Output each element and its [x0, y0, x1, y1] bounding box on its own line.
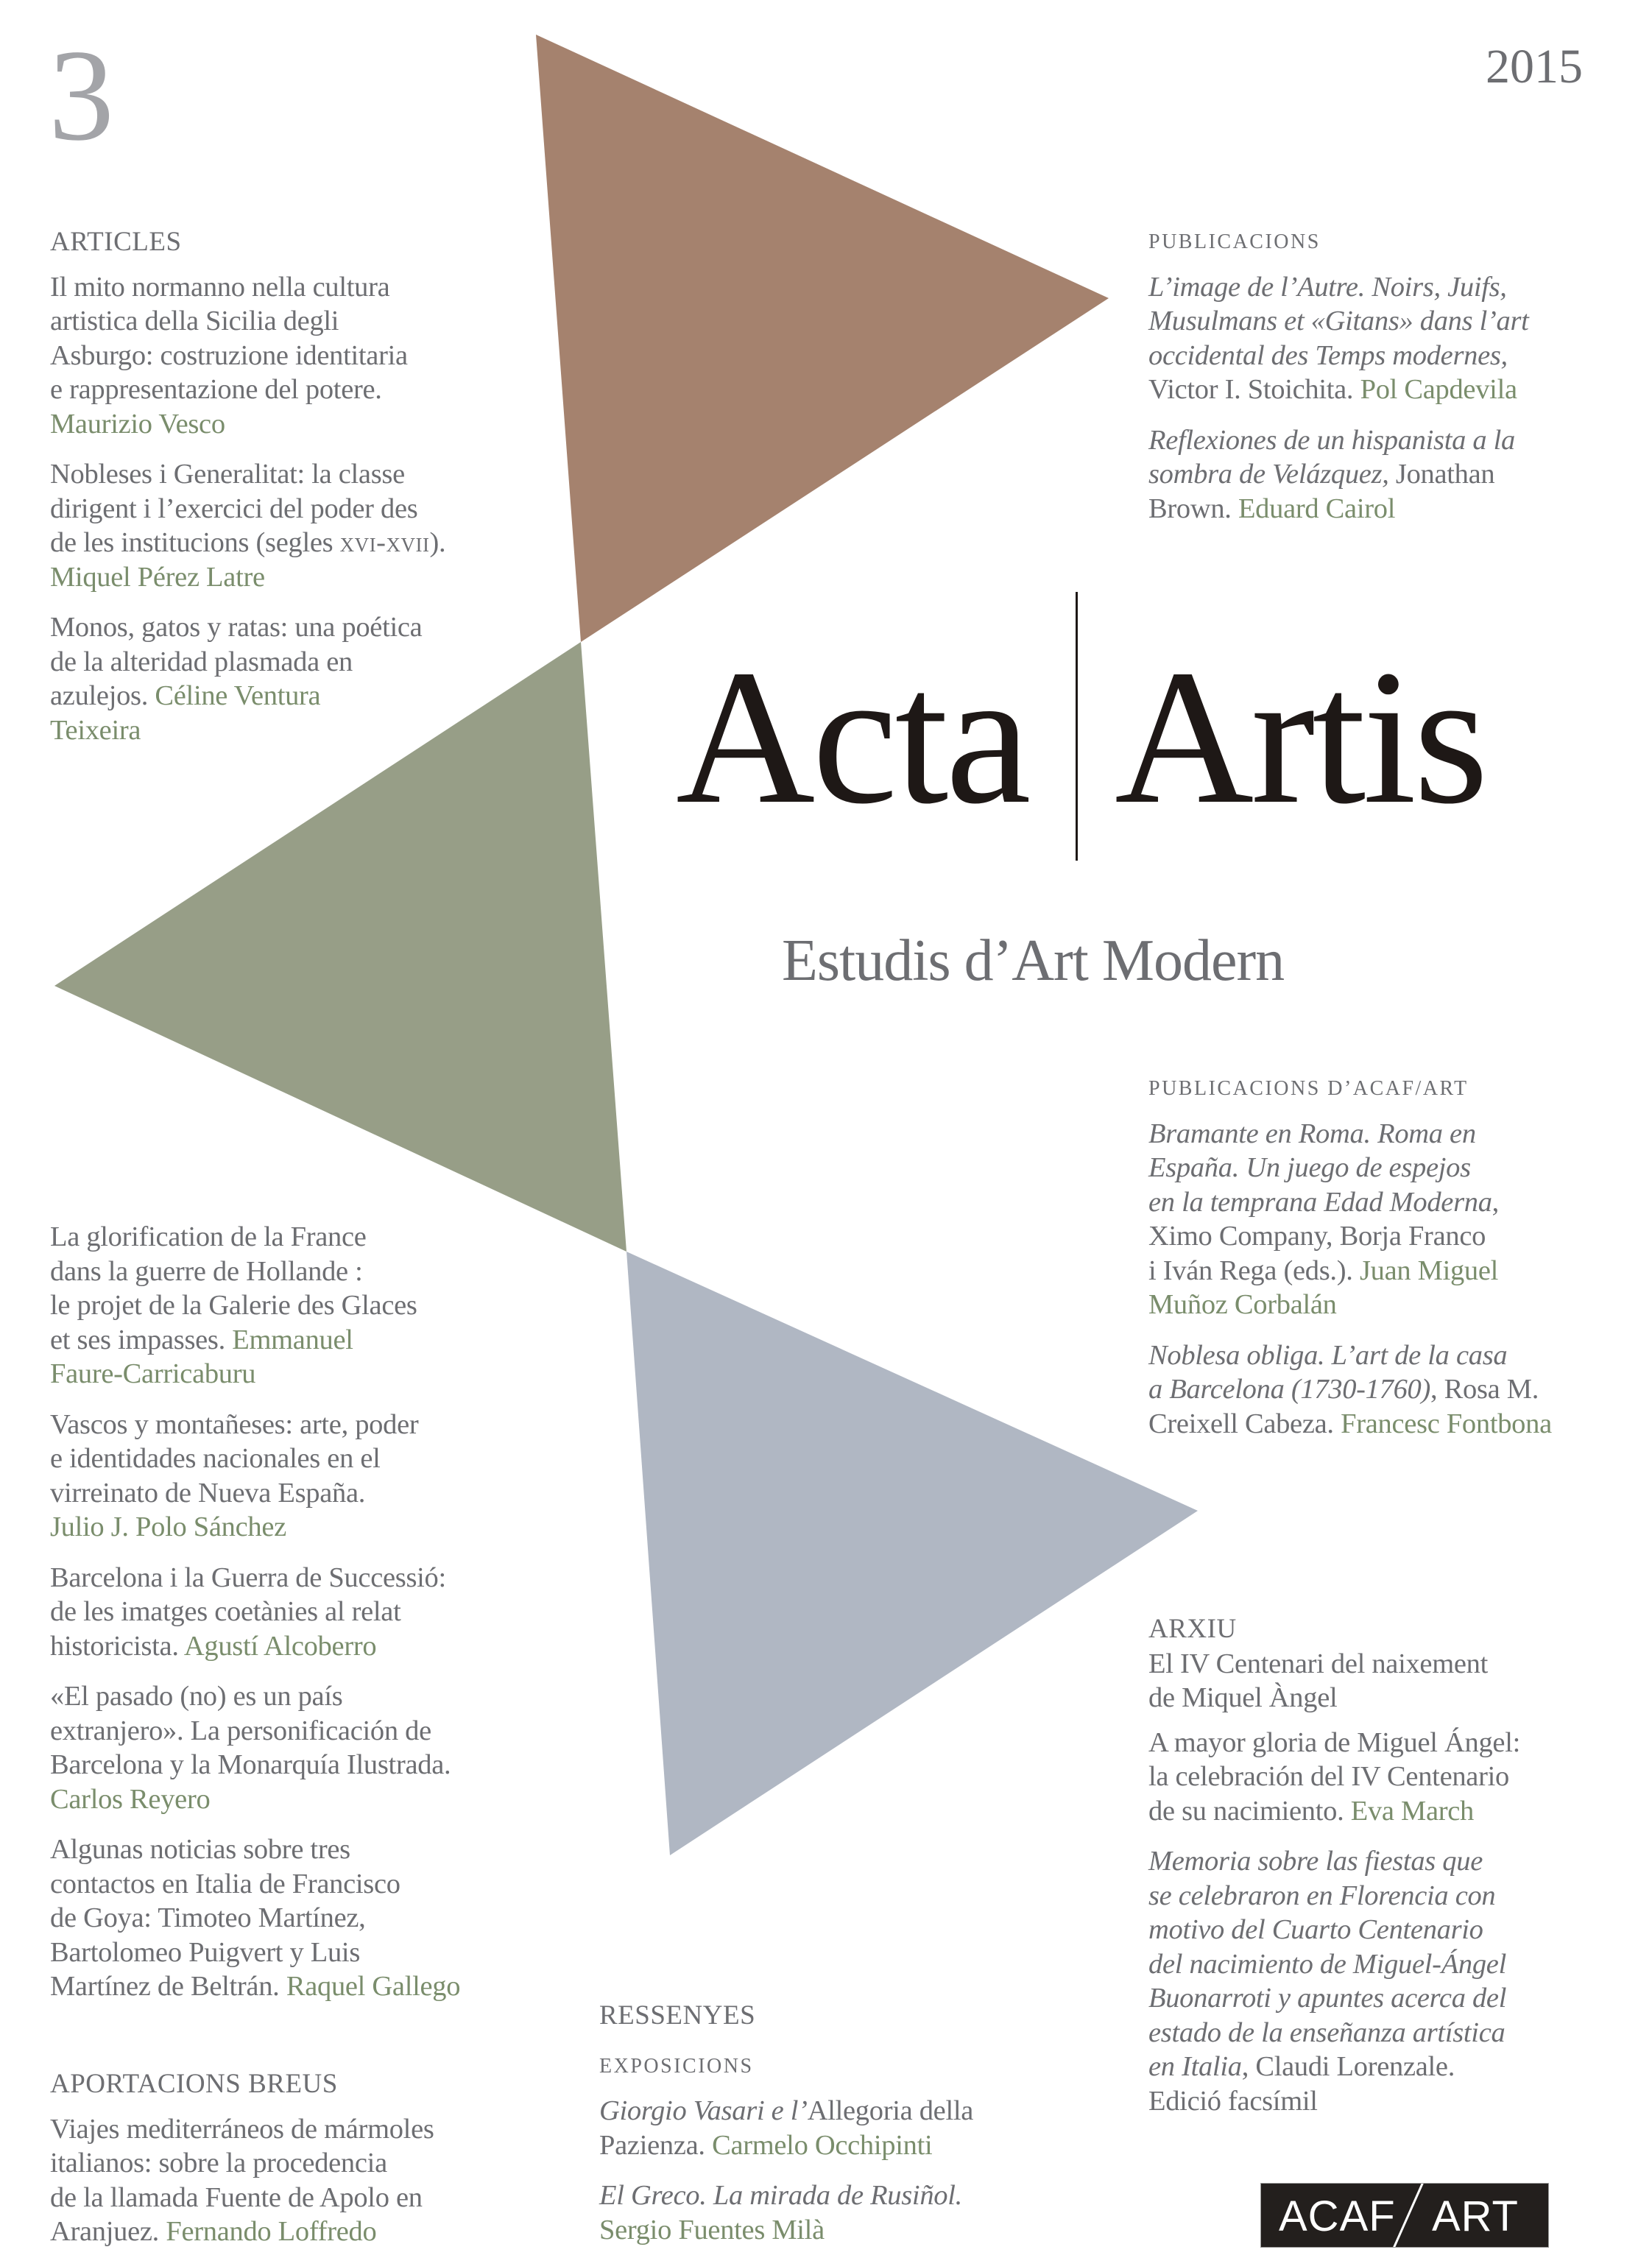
text-line	[1148, 1726, 1634, 1760]
author-name: Julio J. Polo Sánchez	[50, 1511, 286, 1542]
italic-title-text: Bramante en Roma. Roma en	[1148, 1118, 1476, 1149]
text-line	[1148, 373, 1634, 407]
logo-text-art: ART	[1432, 2192, 1519, 2240]
text-line	[50, 1679, 565, 1714]
italic-title-text: Giorgio Vasari e l’	[599, 2095, 808, 2126]
text-line	[1148, 1219, 1649, 1254]
author-name: Raquel Gallego	[286, 1971, 461, 2002]
text-line	[50, 1442, 565, 1476]
text-line	[50, 1748, 565, 1782]
text-line	[599, 2128, 1129, 2163]
title-text: ,	[1492, 1186, 1499, 1218]
title-text: Nobleses i Generalitat: la classe	[50, 459, 405, 490]
ressenyes-section	[599, 1999, 1129, 2247]
title-text: extranjero». La personificación de	[50, 1715, 431, 1746]
author-name: Juan Miguel	[1359, 1255, 1499, 1286]
title-text: La glorification de la France	[50, 1221, 367, 1252]
author-name: Muñoz Corbalán	[1148, 1289, 1337, 1320]
title-text: dans la guerre de Hollande :	[50, 1255, 363, 1287]
text-line	[599, 2094, 1129, 2128]
title-text: Pazienza.	[599, 2129, 713, 2161]
title-text: italianos: sobre la procedencia	[50, 2148, 387, 2178]
author-name: Fernando Loffredo	[166, 2216, 377, 2247]
italic-title-text: estado de la enseñanza artística	[1148, 2017, 1505, 2048]
author-name: Francesc Fontbona	[1341, 1408, 1552, 1439]
publication-year: 2015	[1486, 40, 1583, 94]
text-line	[1148, 1254, 1649, 1288]
blue-triangle	[626, 1252, 1198, 1855]
title-text: «El pasado (no) es un país	[50, 1681, 343, 1712]
section-heading-publicacions: PUBLICACIONS	[1148, 230, 1321, 253]
arxiu-list	[1148, 1726, 1634, 2119]
brown-triangle	[536, 35, 1109, 642]
journal-subtitle: Estudis d’Art Modern	[782, 928, 1285, 993]
title-text: et ses impasses.	[50, 1324, 233, 1355]
text-line	[50, 304, 565, 339]
title-text: Il mito normanno nella cultura	[50, 271, 390, 303]
ressenyes-list	[599, 2094, 1129, 2247]
publicacions-section	[1148, 225, 1634, 526]
author-name: Faure-Carricaburu	[50, 1358, 256, 1389]
section-heading-aportacions-breus: APORTACIONS BREUS	[50, 2069, 338, 2099]
text-line	[50, 339, 565, 373]
aportacions-breus-section	[50, 2067, 565, 2249]
title-text: e identidades nacionales en el	[50, 1443, 381, 1474]
italic-title-text: L’image de l’Autre. Noirs, Juifs,	[1148, 271, 1507, 303]
list-item	[50, 2112, 565, 2249]
title-text: dirigent i l’exercici del poder des	[50, 493, 418, 524]
italic-title-text: España. Un juego de espejos	[1148, 1152, 1471, 1183]
text-line	[1148, 1288, 1649, 1322]
text-line	[1148, 1647, 1634, 1682]
text-line	[50, 1782, 565, 1817]
title-text: , Claudi Lorenzale.	[1241, 2051, 1455, 2082]
author-name: Teixeira	[50, 714, 141, 746]
title-text: de Miquel Àngel	[1148, 1682, 1338, 1713]
text-line	[1148, 492, 1634, 526]
text-line	[50, 1832, 565, 1867]
text-line	[1148, 1844, 1634, 1879]
masthead-divider	[1076, 592, 1078, 861]
title-text: contactos en Italia de Francisco	[50, 1868, 400, 1899]
text-line	[1148, 2084, 1634, 2119]
list-item	[1148, 270, 1634, 407]
title-text: A mayor gloria de Miguel Ángel:	[1148, 1726, 1520, 1758]
title-text: de su nacimiento.	[1148, 1795, 1351, 1827]
text-line	[50, 1561, 565, 1595]
text-line	[50, 560, 565, 595]
title-text: de les imatges coetànies al relat	[50, 1596, 401, 1627]
title-text: , Rosa M.	[1430, 1374, 1539, 1405]
title-text: i Iván Rega (eds.).	[1148, 1255, 1360, 1286]
text-line	[50, 713, 565, 748]
text-line	[50, 1969, 565, 2004]
list-item	[1148, 1726, 1634, 1829]
acaf-art-logo	[1260, 2183, 1549, 2248]
author-name: Agustí Alcoberro	[183, 1630, 377, 1662]
text-line	[50, 1408, 565, 1442]
title-text: la celebración del IV Centenario	[1148, 1761, 1509, 1792]
articles-section-continued	[50, 1220, 565, 2004]
author-name: Carmelo Occhipinti	[712, 2129, 933, 2161]
publicacions-acaf-section	[1148, 1072, 1649, 1441]
list-item	[1148, 423, 1634, 526]
section-heading-articles: ARTICLES	[50, 227, 182, 257]
list-item	[50, 1408, 565, 1545]
text-line	[50, 1867, 565, 1902]
publicacions-acaf-list	[1148, 1117, 1649, 1442]
arxiu-section	[1148, 1612, 1634, 2118]
text-line	[1148, 1681, 1634, 1715]
article-list	[50, 270, 565, 748]
title-acta: Acta	[676, 630, 1028, 844]
author-name: Pol Capdevila	[1360, 374, 1517, 405]
list-item	[50, 1832, 565, 2004]
text-line	[50, 1714, 565, 1749]
text-line	[50, 1255, 565, 1289]
text-line	[50, 1510, 565, 1545]
arxiu-intro	[1148, 1647, 1634, 1715]
text-line	[50, 1476, 565, 1511]
text-line	[1148, 1117, 1649, 1151]
text-line	[1148, 423, 1634, 458]
title-text: Martínez de Beltrán.	[50, 1971, 286, 2002]
italic-title-text: en la temprana Edad Moderna	[1148, 1186, 1492, 1218]
author-name: Eduard Cairol	[1238, 493, 1396, 524]
italic-title-text: Reflexiones de un hispanista a la	[1148, 424, 1516, 456]
logo-slash	[1392, 2183, 1424, 2248]
text-line	[50, 1323, 565, 1358]
text-line	[599, 2213, 1129, 2248]
title-text: xvi-xvii	[339, 527, 430, 558]
title-text: de la llamada Fuente de Apolo en	[50, 2181, 423, 2213]
list-item	[50, 610, 565, 747]
author-name: Céline Ventura	[155, 680, 321, 711]
section-heading-ressenyes: RESSENYES	[599, 2000, 756, 2031]
section-heading-publicacions-acaf: PUBLICACIONS D’ACAF/ART	[1148, 1077, 1469, 1100]
text-line	[50, 1288, 565, 1323]
title-text: de les institucions (segles	[50, 527, 340, 558]
title-text: Barcelona y la Monarquía Ilustrada.	[50, 1749, 451, 1780]
italic-title-text: sombra de Velázquez,	[1148, 459, 1389, 490]
text-line	[1148, 270, 1634, 305]
text-line	[1148, 457, 1634, 492]
text-line	[50, 492, 565, 526]
title-text: Viajes mediterráneos de mármoles	[50, 2113, 434, 2145]
aportacions-list	[50, 2112, 565, 2249]
text-line	[50, 526, 565, 560]
title-text: Brown.	[1148, 493, 1238, 524]
logo-text-acaf: ACAF	[1279, 2192, 1396, 2240]
italic-title-text: El Greco. La mirada de Rusiñol.	[599, 2180, 962, 2211]
author-name: Sergio Fuentes Milà	[599, 2214, 825, 2245]
text-line	[50, 2181, 565, 2215]
publicacions-list	[1148, 270, 1634, 526]
italic-title-text: del nacimiento de Miguel-Ángel	[1148, 1948, 1506, 1980]
title-text: Bartolomeo Puigvert y Luis	[50, 1936, 361, 1968]
text-line	[1148, 1372, 1649, 1407]
list-item	[599, 2094, 1129, 2162]
title-text: azulejos.	[50, 680, 155, 711]
title-text: virreinato de Nueva España.	[50, 1477, 366, 1509]
title-text: Jonathan	[1388, 459, 1495, 490]
text-line	[1148, 1794, 1634, 1829]
italic-title-text: Memoria sobre las fiestas que	[1148, 1846, 1483, 1877]
text-line	[1148, 2016, 1634, 2050]
text-line	[50, 1901, 565, 1936]
text-line	[50, 1936, 565, 1970]
text-line	[50, 1629, 565, 1664]
italic-title-text: Noblesa obliga. L’art de la casa	[1148, 1339, 1508, 1371]
title-text: le projet de la Galerie des Glaces	[50, 1290, 417, 1321]
text-line	[1148, 1981, 1634, 2016]
text-line	[1148, 1879, 1634, 1913]
list-item	[1148, 1844, 1634, 2118]
title-text: Barcelona i la Guerra de Successió:	[50, 1562, 446, 1593]
text-line	[1148, 339, 1634, 373]
text-line	[50, 679, 565, 713]
author-name: Miquel Pérez Latre	[50, 561, 265, 593]
issue-number: 3	[49, 22, 114, 168]
text-line	[50, 645, 565, 680]
text-line	[1148, 1947, 1634, 1982]
author-name: Eva March	[1350, 1795, 1474, 1827]
text-line	[1148, 304, 1634, 339]
text-line	[599, 2178, 1129, 2213]
text-line	[50, 2112, 565, 2147]
section-heading-arxiu: ARXIU	[1148, 1614, 1237, 1644]
text-line	[1148, 1760, 1634, 1794]
text-line	[50, 1357, 565, 1391]
title-text: de la alteridad plasmada en	[50, 646, 353, 677]
article-list-continued	[50, 1220, 565, 2004]
subheading-exposicions: EXPOSICIONS	[599, 2054, 754, 2078]
author-name: Maurizio Vesco	[50, 408, 225, 440]
title-text: e rappresentazione del potere.	[50, 374, 382, 405]
articles-section	[50, 225, 565, 747]
text-line	[1148, 1185, 1649, 1220]
title-text: Edició facsímil	[1148, 2085, 1318, 2117]
title-text: Ximo Company, Borja Franco	[1148, 1221, 1486, 1252]
text-line	[50, 457, 565, 492]
title-text: Allegoria della	[807, 2095, 974, 2126]
italic-title-text: a Barcelona (1730-1760)	[1148, 1374, 1431, 1405]
italic-title-text: motivo del Cuarto Centenario	[1148, 1914, 1483, 1945]
author-name: Emmanuel	[232, 1324, 353, 1355]
title-text: Algunas noticias sobre tres	[50, 1834, 350, 1865]
list-item	[1148, 1338, 1649, 1442]
title-text: Aranjuez.	[50, 2216, 166, 2247]
list-item	[1148, 1117, 1649, 1322]
italic-title-text: Buonarroti y apuntes acerca del	[1148, 1983, 1507, 2014]
author-name: Carlos Reyero	[50, 1783, 211, 1815]
italic-title-text: Musulmans et «Gitans» dans l’art	[1148, 306, 1529, 336]
list-item	[50, 1220, 565, 1391]
text-line	[1148, 2050, 1634, 2084]
title-text: artistica della Sicilia degli	[50, 306, 339, 336]
title-text: de Goya: Timoteo Martínez,	[50, 1902, 366, 1933]
title-text: Vascos y montañeses: arte, poder	[50, 1408, 419, 1440]
title-text: Creixell Cabeza.	[1148, 1408, 1341, 1439]
title-text: Victor I. Stoichita.	[1148, 374, 1360, 405]
list-item	[50, 1679, 565, 1816]
title-text: ).	[429, 527, 446, 558]
list-item	[50, 270, 565, 442]
text-line	[1148, 1338, 1649, 1373]
title-artis: Artis	[1115, 630, 1486, 844]
text-line	[1148, 1407, 1649, 1442]
text-line	[50, 2146, 565, 2181]
text-line	[50, 407, 565, 442]
text-line	[50, 1220, 565, 1255]
text-line	[50, 270, 565, 305]
list-item	[50, 457, 565, 594]
title-text: Asburgo: costruzione identitaria	[50, 339, 408, 371]
title-text: Monos, gatos y ratas: una poética	[50, 612, 423, 643]
title-text: El IV Centenari del naixement	[1148, 1648, 1488, 1679]
text-line	[50, 373, 565, 407]
italic-title-text: en Italia	[1148, 2051, 1242, 2082]
list-item	[50, 1561, 565, 1664]
list-item	[599, 2178, 1129, 2247]
italic-title-text: occidental des Temps modernes,	[1148, 339, 1508, 371]
text-line	[50, 2215, 565, 2249]
text-line	[50, 610, 565, 645]
text-line	[1148, 1151, 1649, 1185]
text-line	[1148, 1913, 1634, 1947]
title-text: historicista.	[50, 1630, 184, 1662]
italic-title-text: se celebraron en Florencia con	[1148, 1880, 1496, 1911]
text-line	[50, 1595, 565, 1629]
